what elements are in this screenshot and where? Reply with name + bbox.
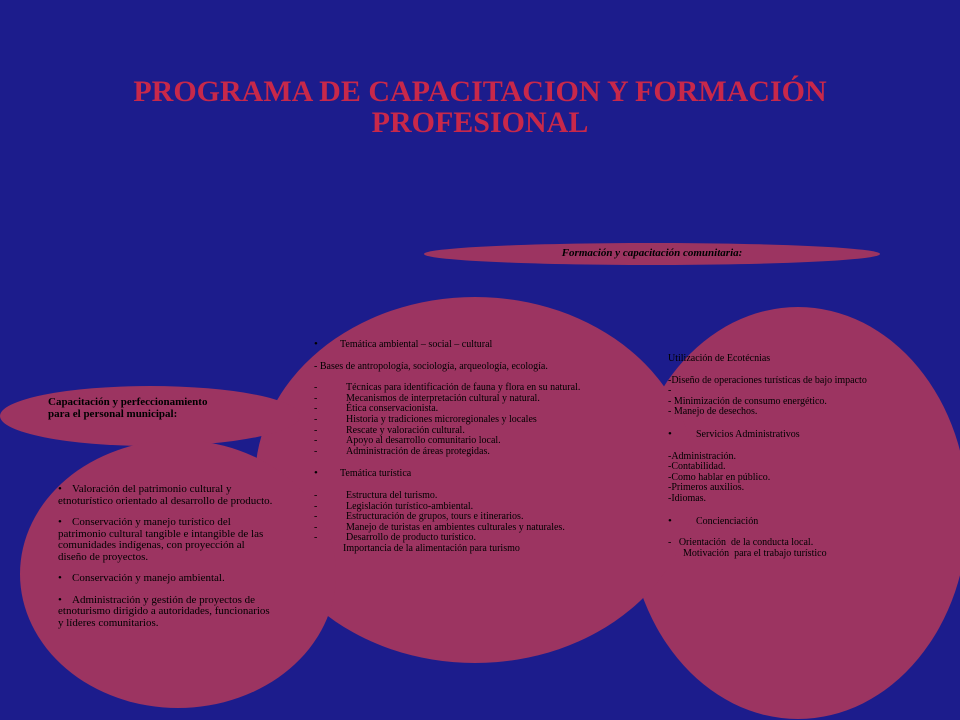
center-ellipse-content [314, 339, 626, 555]
right-item: -Contabilidad. [668, 461, 726, 473]
center-item: - Ética conservacionista. [314, 403, 439, 415]
center-item: - Historia y tradiciones microregionales y locales [314, 413, 537, 425]
center-last: Importancia de la alimentación para turismo [343, 542, 520, 554]
left-item-1: • Valoración del patrimonio cultural y etnoturístico orientado al desarrollo de producto. [58, 484, 276, 507]
center-item: - Desarrollo de producto turístico. [314, 532, 476, 544]
right-item: Motivación para el trabajo turístico [668, 547, 827, 559]
right-heading-2: • Servicios Administrativos [668, 429, 898, 441]
left-label-text: Capacitación y perfeccionamiento para el personal municipal: [48, 396, 208, 420]
top-label-text: Formación y capacitación comunitaria: [561, 247, 743, 259]
center-item: - Estructura del turismo. [314, 489, 438, 501]
left-ellipse-content [58, 484, 276, 629]
slide-title [0, 76, 960, 138]
center-item: - Estructuración de grupos, tours e itinerarios. [314, 511, 524, 523]
right-item: - Orientación de la conducta local. [668, 537, 814, 549]
right-item: - Minimización de consumo energético. [668, 395, 827, 407]
center-item: - Rescate y valoración cultural. [314, 424, 465, 436]
right-heading-3: • Concienciación [668, 516, 898, 528]
center-heading-1: • Temática ambiental – social – cultural [314, 339, 626, 351]
center-item: - Manejo de turistas en ambientes culturales y naturales. [314, 521, 565, 533]
right-item: - Manejo de desechos. [668, 406, 758, 418]
center-item: - Apoyo al desarrollo comunitario local. [314, 435, 501, 447]
center-item: - Administración de áreas protegidas. [314, 445, 490, 457]
right-heading-1: Utilización de Ecotécnias [668, 353, 771, 364]
title-line-1: PROGRAMA DE CAPACITACION Y FORMACIÓN [133, 75, 827, 108]
right-item: -Como hablar en público. [668, 471, 771, 483]
right-item: -Diseño de operaciones turísticas de bajo impacto [668, 374, 867, 386]
right-item: -Idiomas. [668, 492, 707, 504]
right-item: - [668, 385, 672, 397]
left-item-2: • Conservación y manejo turístico del patrimonio cultural tangible e intangible de las comunidades indígenas, con proyección al diseño de proyectos. [58, 517, 276, 563]
right-item: -Primeros auxilios. [668, 482, 745, 494]
left-item-3: • Conservación y manejo ambiental. [58, 573, 276, 585]
right-ellipse-content [668, 354, 898, 559]
center-item: - Técnicas para identificación de fauna y flora en su natural. [314, 382, 581, 394]
center-item: - Legislación turístico-ambiental. [314, 500, 474, 512]
center-heading-2: • Temática turística [314, 468, 626, 480]
title-line-2: PROFESIONAL [371, 106, 589, 139]
left-item-4: • Administración y gestión de proyectos de etnoturismo dirigido a autoridades, funcionarios y líderes comunitarios. [58, 595, 276, 630]
center-item: - Mecanismos de interpretación cultural y natural. [314, 392, 540, 404]
center-intro: - Bases de antropología, sociología, arqueología, ecología. [314, 360, 548, 372]
right-item: -Administración. [668, 450, 737, 462]
